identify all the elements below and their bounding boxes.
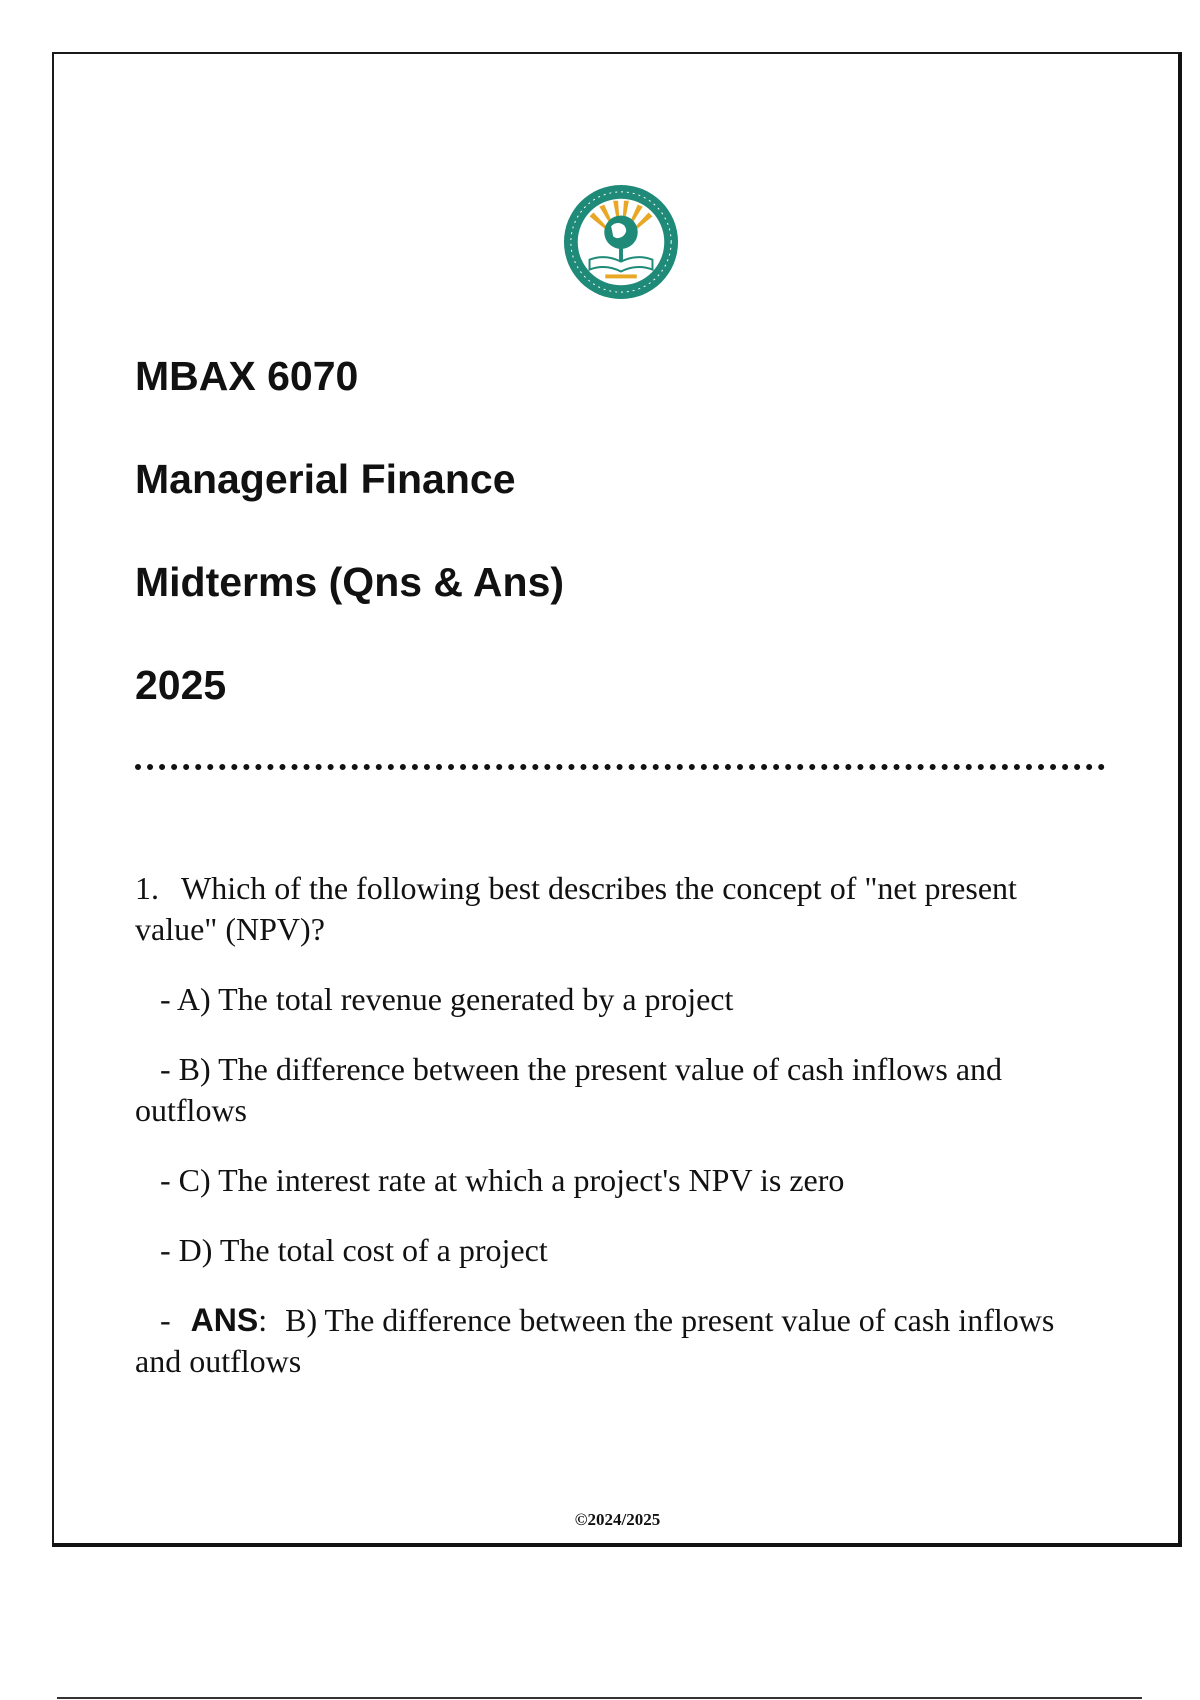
question-text: Which of the following best describes the concept of "net present value" (NPV)? xyxy=(135,870,1017,947)
dotted-divider xyxy=(135,764,1105,770)
course-title: Managerial Finance xyxy=(135,456,516,502)
answer-line xyxy=(135,1300,1100,1382)
question-block xyxy=(135,868,1100,1382)
option-c: - C) The interest rate at which a project's NPV is zero xyxy=(160,1162,845,1198)
exam-title: Midterms (Qns & Ans) xyxy=(135,559,565,605)
answer-colon: : xyxy=(258,1302,268,1338)
option-b: - B) The difference between the present value of cash inflows and outflows xyxy=(135,1051,1003,1128)
question-1 xyxy=(135,868,1100,950)
option-d: - D) The total cost of a project xyxy=(160,1232,548,1268)
answer-text: B) The difference between the present value of cash inflows and outflows xyxy=(135,1302,1055,1379)
bottom-rule xyxy=(57,1697,1142,1699)
course-code: MBAX 6070 xyxy=(135,353,359,399)
answer-prefix: - xyxy=(160,1302,171,1338)
question-number: 1. xyxy=(135,870,159,906)
university-seal-icon xyxy=(562,183,680,301)
option-a: - A) The total revenue generated by a project xyxy=(160,981,734,1017)
exam-year: 2025 xyxy=(135,662,227,708)
footer-copyright: ©2024/2025 xyxy=(574,1510,661,1529)
answer-label: ANS xyxy=(190,1302,259,1338)
